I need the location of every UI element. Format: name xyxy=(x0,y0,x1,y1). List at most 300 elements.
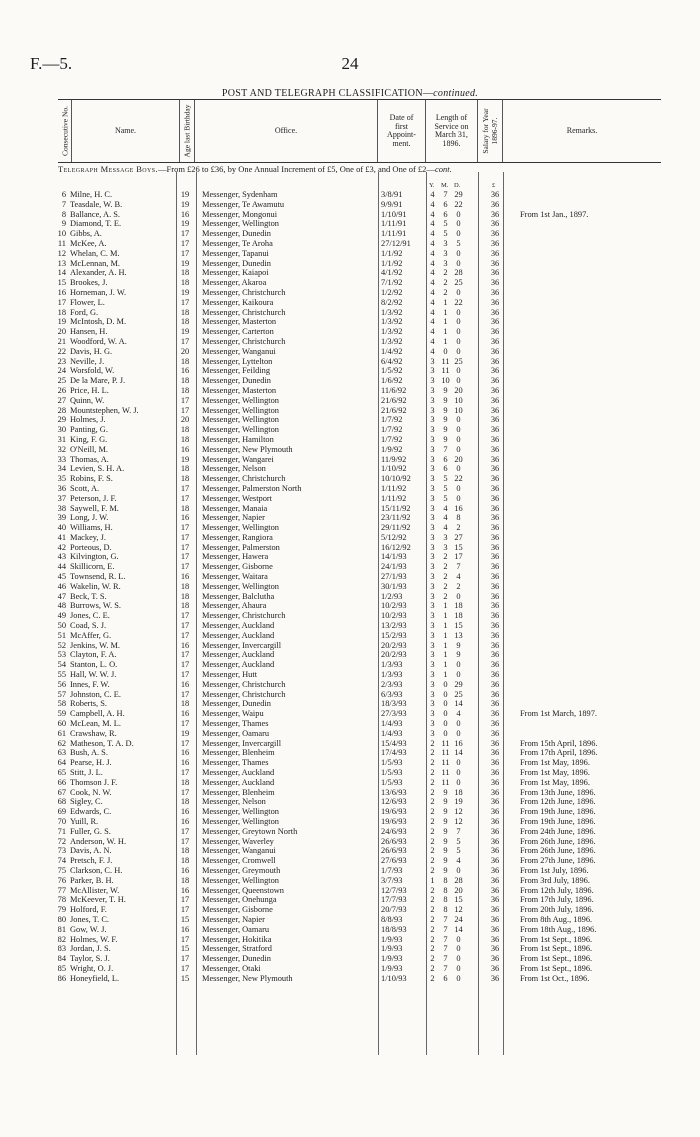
row-office: Messenger, Wellington xyxy=(202,219,279,229)
row-date: 24/6/93 xyxy=(381,826,407,836)
row-age: 16 xyxy=(180,817,190,826)
row-service-days: 17 xyxy=(454,552,463,562)
table-row xyxy=(0,582,700,592)
row-service-months: 9 xyxy=(443,836,448,846)
section-text: —From £26 to £36, by One Annual Increment of £5, One of £3, and One of £2— xyxy=(158,164,435,174)
row-service-years: 2 xyxy=(430,807,435,817)
row-service-years: 3 xyxy=(430,689,435,699)
row-number: 54 xyxy=(57,660,66,670)
row-age: 17 xyxy=(180,905,190,915)
row-service-months: 9 xyxy=(443,865,448,875)
row-age: 19 xyxy=(180,219,190,229)
row-service-days: 0 xyxy=(456,483,461,493)
row-office: Messenger, Palmerston xyxy=(202,542,280,552)
row-name: McAffer, G. xyxy=(70,630,112,640)
row-name: Scott, A. xyxy=(70,483,100,493)
row-service-years: 4 xyxy=(430,229,435,239)
section-cont: cont. xyxy=(434,164,452,174)
row-salary: 36 xyxy=(490,954,500,964)
row-service-years: 3 xyxy=(430,728,435,738)
table-row xyxy=(0,504,700,514)
row-name: Pretsch, F. J. xyxy=(70,856,113,866)
row-service-days: 24 xyxy=(454,914,463,924)
row-office: Messenger, Wanganui xyxy=(202,346,276,356)
row-number: 70 xyxy=(57,817,66,826)
row-service-months: 3 xyxy=(443,248,448,258)
row-service-days: 0 xyxy=(456,660,461,670)
row-service-months: 8 xyxy=(443,905,448,915)
col-header-date: Date of first Appoint- ment. xyxy=(378,100,426,162)
row-name: Davis, A. N. xyxy=(70,846,112,856)
row-salary: 36 xyxy=(490,963,500,973)
running-title xyxy=(0,88,700,99)
table-row xyxy=(0,513,700,523)
row-service-years: 2 xyxy=(430,973,435,983)
row-number: 53 xyxy=(57,650,66,660)
row-salary: 36 xyxy=(490,679,500,689)
row-office: Messenger, Dunedin xyxy=(202,376,271,386)
row-service-months: 11 xyxy=(441,758,450,768)
table-row xyxy=(0,337,700,347)
row-office: Messenger, Tapanui xyxy=(202,248,269,258)
row-service-years: 3 xyxy=(430,719,435,729)
row-service-years: 2 xyxy=(430,885,435,895)
row-office: Messenger, Gisborne xyxy=(202,562,273,572)
table-row xyxy=(0,690,700,700)
row-salary: 36 xyxy=(490,846,500,856)
row-office: Messenger, Hokitika xyxy=(202,934,272,944)
row-date: 1/1/92 xyxy=(381,258,403,268)
row-name: Edwards, C. xyxy=(70,807,112,817)
table-row xyxy=(0,406,700,416)
row-office: Messenger, Auckland xyxy=(202,630,275,640)
table-row xyxy=(0,445,700,455)
row-service-years: 3 xyxy=(430,611,435,621)
row-age: 17 xyxy=(180,523,190,533)
row-name: McLean, M. L. xyxy=(70,719,121,729)
row-number: 18 xyxy=(57,307,66,317)
row-name: Anderson, W. H. xyxy=(70,836,127,846)
row-service-months: 1 xyxy=(443,630,448,640)
row-date: 13/6/93 xyxy=(381,787,407,797)
row-number: 29 xyxy=(57,415,66,425)
row-service-months: 1 xyxy=(443,670,448,680)
row-name: Holford, F. xyxy=(70,905,107,915)
row-service-years: 3 xyxy=(430,434,435,444)
row-service-months: 7 xyxy=(443,914,448,924)
row-service-days: 14 xyxy=(454,748,463,758)
row-service-months: 6 xyxy=(443,209,448,219)
row-service-months: 5 xyxy=(443,229,448,239)
row-service-years: 4 xyxy=(430,190,435,199)
row-service-months: 2 xyxy=(443,581,448,591)
row-service-months: 9 xyxy=(443,797,448,807)
row-service-days: 15 xyxy=(454,621,463,631)
row-service-years: 2 xyxy=(430,768,435,778)
row-service-months: 4 xyxy=(443,503,448,513)
row-service-months: 2 xyxy=(443,268,448,278)
table-row xyxy=(0,533,700,543)
row-service-days: 5 xyxy=(456,238,461,248)
row-age: 17 xyxy=(180,395,190,405)
row-service-days: 29 xyxy=(454,190,463,199)
row-office: Messenger, Westport xyxy=(202,493,273,503)
row-office: Messenger, Wellington xyxy=(202,395,279,405)
row-salary: 36 xyxy=(490,425,500,435)
row-service-years: 3 xyxy=(430,532,435,542)
row-service-days: 0 xyxy=(456,444,461,454)
unit-days: D. xyxy=(454,182,461,189)
row-number: 21 xyxy=(57,336,66,346)
row-salary: 36 xyxy=(490,523,500,533)
row-age: 19 xyxy=(180,327,190,337)
row-date: 11/9/92 xyxy=(381,454,407,464)
row-number: 11 xyxy=(57,238,66,248)
row-age: 15 xyxy=(180,914,190,924)
row-name: Roberts, S. xyxy=(70,699,107,709)
row-service-days: 25 xyxy=(454,356,463,366)
row-service-years: 2 xyxy=(430,905,435,915)
row-service-years: 2 xyxy=(430,924,435,934)
row-number: 35 xyxy=(57,474,66,484)
row-salary: 36 xyxy=(490,454,500,464)
row-office: Messenger, Wellington xyxy=(202,405,279,415)
row-number: 16 xyxy=(57,287,66,297)
row-number: 31 xyxy=(57,434,66,444)
row-service-years: 3 xyxy=(430,405,435,415)
row-number: 61 xyxy=(57,728,66,738)
row-number: 6 xyxy=(61,190,66,199)
row-salary: 36 xyxy=(490,219,500,229)
row-service-months: 1 xyxy=(443,307,448,317)
row-number: 55 xyxy=(57,670,66,680)
row-name: Fuller, G. S. xyxy=(70,826,111,836)
row-remarks: From 1st Sept., 1896. xyxy=(520,954,593,964)
row-service-days: 5 xyxy=(456,846,461,856)
table-row xyxy=(0,601,700,611)
row-salary: 36 xyxy=(490,385,500,395)
row-number: 43 xyxy=(57,552,66,562)
row-service-years: 3 xyxy=(430,552,435,562)
row-salary: 36 xyxy=(490,581,500,591)
row-office: Messenger, Rangiora xyxy=(202,532,273,542)
row-date: 15/2/93 xyxy=(381,630,407,640)
row-age: 17 xyxy=(180,963,190,973)
row-date: 19/6/93 xyxy=(381,807,407,817)
row-service-months: 3 xyxy=(443,542,448,552)
row-name: Holmes, W. F. xyxy=(70,934,118,944)
table-row xyxy=(0,856,700,866)
row-service-years: 2 xyxy=(430,895,435,905)
row-age: 17 xyxy=(180,493,190,503)
row-service-days: 7 xyxy=(456,562,461,572)
row-date: 1/9/93 xyxy=(381,954,403,964)
row-service-days: 20 xyxy=(454,385,463,395)
row-date: 1/5/93 xyxy=(381,758,403,768)
row-service-months: 0 xyxy=(443,719,448,729)
row-age: 19 xyxy=(180,728,190,738)
row-age: 18 xyxy=(180,464,190,474)
table-row xyxy=(0,797,700,807)
row-service-months: 7 xyxy=(443,924,448,934)
row-service-months: 6 xyxy=(443,454,448,464)
row-remarks: From 12th June, 1896. xyxy=(520,797,596,807)
row-date: 12/7/93 xyxy=(381,885,407,895)
row-date: 1/3/92 xyxy=(381,317,403,327)
row-service-years: 3 xyxy=(430,670,435,680)
row-age: 17 xyxy=(180,405,190,415)
row-age: 16 xyxy=(180,209,190,219)
row-age: 17 xyxy=(180,836,190,846)
row-remarks: From 8th Aug., 1896. xyxy=(520,914,593,924)
row-name: Mackey, J. xyxy=(70,532,106,542)
row-age: 16 xyxy=(180,709,190,719)
row-number: 25 xyxy=(57,376,66,386)
table-row xyxy=(0,288,700,298)
row-service-years: 3 xyxy=(430,640,435,650)
row-date: 1/9/93 xyxy=(381,963,403,973)
row-service-years: 2 xyxy=(430,856,435,866)
row-service-days: 22 xyxy=(454,297,463,307)
row-service-days: 8 xyxy=(456,513,461,523)
row-name: McLennan, M. xyxy=(70,258,121,268)
row-service-months: 1 xyxy=(443,336,448,346)
row-office: Messenger, Waitara xyxy=(202,572,268,582)
row-service-months: 1 xyxy=(443,601,448,611)
row-service-months: 9 xyxy=(443,415,448,425)
row-date: 24/1/93 xyxy=(381,562,407,572)
row-date: 9/9/91 xyxy=(381,199,403,209)
table-row xyxy=(0,680,700,690)
row-name: Holmes, J. xyxy=(70,415,106,425)
row-service-years: 3 xyxy=(430,415,435,425)
row-name: Clayton, F. A. xyxy=(70,650,117,660)
row-number: 14 xyxy=(57,268,66,278)
row-date: 1/9/93 xyxy=(381,944,403,954)
table-row xyxy=(0,543,700,553)
row-service-months: 1 xyxy=(443,327,448,337)
row-number: 69 xyxy=(57,807,66,817)
row-age: 18 xyxy=(180,581,190,591)
row-date: 14/1/93 xyxy=(381,552,407,562)
row-salary: 36 xyxy=(490,865,500,875)
row-name: Whelan, C. M. xyxy=(70,248,120,258)
row-number: 51 xyxy=(57,630,66,640)
row-salary: 36 xyxy=(490,356,500,366)
row-salary: 36 xyxy=(490,807,500,817)
row-service-months: 8 xyxy=(443,875,448,885)
table-row xyxy=(0,748,700,758)
row-salary: 36 xyxy=(490,611,500,621)
row-service-months: 0 xyxy=(443,346,448,356)
row-name: Campbell, A. H. xyxy=(70,709,125,719)
row-age: 15 xyxy=(180,973,190,983)
row-salary: 36 xyxy=(490,719,500,729)
row-date: 1/3/93 xyxy=(381,660,403,670)
row-service-days: 5 xyxy=(456,836,461,846)
row-salary: 36 xyxy=(490,856,500,866)
row-service-years: 2 xyxy=(430,777,435,787)
row-age: 19 xyxy=(180,454,190,464)
row-service-years: 3 xyxy=(430,542,435,552)
row-service-months: 3 xyxy=(443,238,448,248)
row-name: Jones, T. C. xyxy=(70,914,110,924)
row-service-days: 0 xyxy=(456,336,461,346)
row-remarks: From 26th June, 1896. xyxy=(520,836,596,846)
row-name: De la Mare, P. J. xyxy=(70,376,126,386)
table-row xyxy=(0,455,700,465)
row-office: Messenger, Hutt xyxy=(202,670,258,680)
row-age: 17 xyxy=(180,229,190,239)
row-age: 16 xyxy=(180,748,190,758)
row-service-days: 0 xyxy=(456,758,461,768)
row-date: 1/5/93 xyxy=(381,768,403,778)
row-age: 18 xyxy=(180,777,190,787)
row-name: Gow, W. J. xyxy=(70,924,107,934)
table-row xyxy=(0,641,700,651)
row-service-days: 13 xyxy=(454,630,463,640)
row-date: 1/1/92 xyxy=(381,248,403,258)
row-age: 18 xyxy=(180,356,190,366)
row-office: Messenger, Auckland xyxy=(202,621,275,631)
row-age: 18 xyxy=(180,317,190,327)
row-date: 1/3/92 xyxy=(381,307,403,317)
row-name: Quinn, W. xyxy=(70,395,105,405)
row-service-years: 4 xyxy=(430,297,435,307)
row-name: Thomson J. F. xyxy=(70,777,118,787)
row-office: Messenger, Masterton xyxy=(202,317,277,327)
row-date: 21/6/92 xyxy=(381,405,407,415)
row-service-days: 0 xyxy=(456,934,461,944)
row-service-months: 9 xyxy=(443,817,448,826)
row-age: 17 xyxy=(180,787,190,797)
row-number: 68 xyxy=(57,797,66,807)
row-salary: 36 xyxy=(490,503,500,513)
running-title-cont: continued. xyxy=(433,88,479,99)
row-service-months: 11 xyxy=(441,768,450,778)
row-service-years: 4 xyxy=(430,317,435,327)
row-remarks: From 20th July, 1896. xyxy=(520,905,594,915)
row-office: Messenger, Wellington xyxy=(202,523,279,533)
row-age: 17 xyxy=(180,611,190,621)
row-service-years: 3 xyxy=(430,366,435,376)
row-date: 1/10/91 xyxy=(381,209,407,219)
table-row xyxy=(0,827,700,837)
row-service-days: 18 xyxy=(454,787,463,797)
col-header-remarks: Remarks. xyxy=(566,125,598,135)
row-name: Crawshaw, R. xyxy=(70,728,117,738)
row-service-years: 2 xyxy=(430,914,435,924)
row-service-years: 3 xyxy=(430,581,435,591)
row-age: 20 xyxy=(180,346,190,356)
row-age: 17 xyxy=(180,542,190,552)
row-name: Bush, A. S. xyxy=(70,748,108,758)
row-remarks: From 17th April, 1896. xyxy=(520,748,598,758)
table-row xyxy=(0,396,700,406)
row-salary: 36 xyxy=(490,317,500,327)
col-header-service: Length of Service on March 31, 1896. xyxy=(426,100,478,162)
row-name: McKeever, T. H. xyxy=(70,895,126,905)
row-number: 66 xyxy=(57,777,66,787)
row-service-years: 3 xyxy=(430,591,435,601)
row-age: 18 xyxy=(180,856,190,866)
row-service-months: 9 xyxy=(443,856,448,866)
row-age: 17 xyxy=(180,895,190,905)
row-office: Messenger, Wellington xyxy=(202,425,279,435)
row-salary: 36 xyxy=(490,268,500,278)
row-age: 18 xyxy=(180,797,190,807)
row-office: Messenger, Oamaru xyxy=(202,924,270,934)
row-office: Messenger, Dunedin xyxy=(202,699,271,709)
table-row xyxy=(0,670,700,680)
row-service-days: 0 xyxy=(456,434,461,444)
row-age: 15 xyxy=(180,944,190,954)
row-office: Messenger, Wellington xyxy=(202,581,279,591)
row-salary: 36 xyxy=(490,444,500,454)
row-remarks: From 18th Aug., 1896. xyxy=(520,924,597,934)
row-age: 18 xyxy=(180,503,190,513)
row-date: 1/4/93 xyxy=(381,728,403,738)
row-date: 1/9/92 xyxy=(381,444,403,454)
row-service-days: 0 xyxy=(456,954,461,964)
row-remarks: From 12th July, 1896. xyxy=(520,885,594,895)
row-age: 17 xyxy=(180,719,190,729)
row-date: 5/12/92 xyxy=(381,532,407,542)
row-number: 79 xyxy=(57,905,66,915)
row-service-years: 2 xyxy=(430,836,435,846)
row-age: 18 xyxy=(180,474,190,484)
row-service-years: 4 xyxy=(430,336,435,346)
table-row xyxy=(0,308,700,318)
row-office: Messenger, Christchurch xyxy=(202,474,286,484)
row-name: Price, H. L. xyxy=(70,385,109,395)
row-office: Messenger, Masterton xyxy=(202,385,277,395)
row-number: 19 xyxy=(57,317,66,327)
row-service-days: 0 xyxy=(456,973,461,983)
row-number: 83 xyxy=(57,944,66,954)
row-date: 1/3/93 xyxy=(381,670,403,680)
row-salary: 36 xyxy=(490,738,500,748)
row-service-days: 0 xyxy=(456,209,461,219)
row-office: Messenger, Feilding xyxy=(202,366,271,376)
row-age: 20 xyxy=(180,415,190,425)
row-age: 16 xyxy=(180,640,190,650)
row-name: McIntosh, D. M. xyxy=(70,317,127,327)
row-age: 17 xyxy=(180,934,190,944)
row-salary: 36 xyxy=(490,287,500,297)
row-age: 16 xyxy=(180,679,190,689)
row-date: 27/12/91 xyxy=(381,238,411,248)
row-salary: 36 xyxy=(490,670,500,680)
row-date: 1/7/93 xyxy=(381,865,403,875)
row-salary: 36 xyxy=(490,699,500,709)
row-salary: 36 xyxy=(490,483,500,493)
row-date: 21/6/92 xyxy=(381,395,407,405)
table-row xyxy=(0,778,700,788)
row-date: 18/8/93 xyxy=(381,924,407,934)
table-row xyxy=(0,523,700,533)
row-service-years: 2 xyxy=(430,954,435,964)
row-number: 32 xyxy=(57,444,66,454)
row-service-days: 16 xyxy=(454,503,463,513)
row-office: Messenger, Carterton xyxy=(202,327,274,337)
row-salary: 36 xyxy=(490,787,500,797)
row-service-months: 7 xyxy=(443,944,448,954)
row-service-years: 3 xyxy=(430,650,435,660)
row-service-years: 2 xyxy=(430,738,435,748)
row-date: 1/2/92 xyxy=(381,287,403,297)
row-number: 20 xyxy=(57,327,66,337)
